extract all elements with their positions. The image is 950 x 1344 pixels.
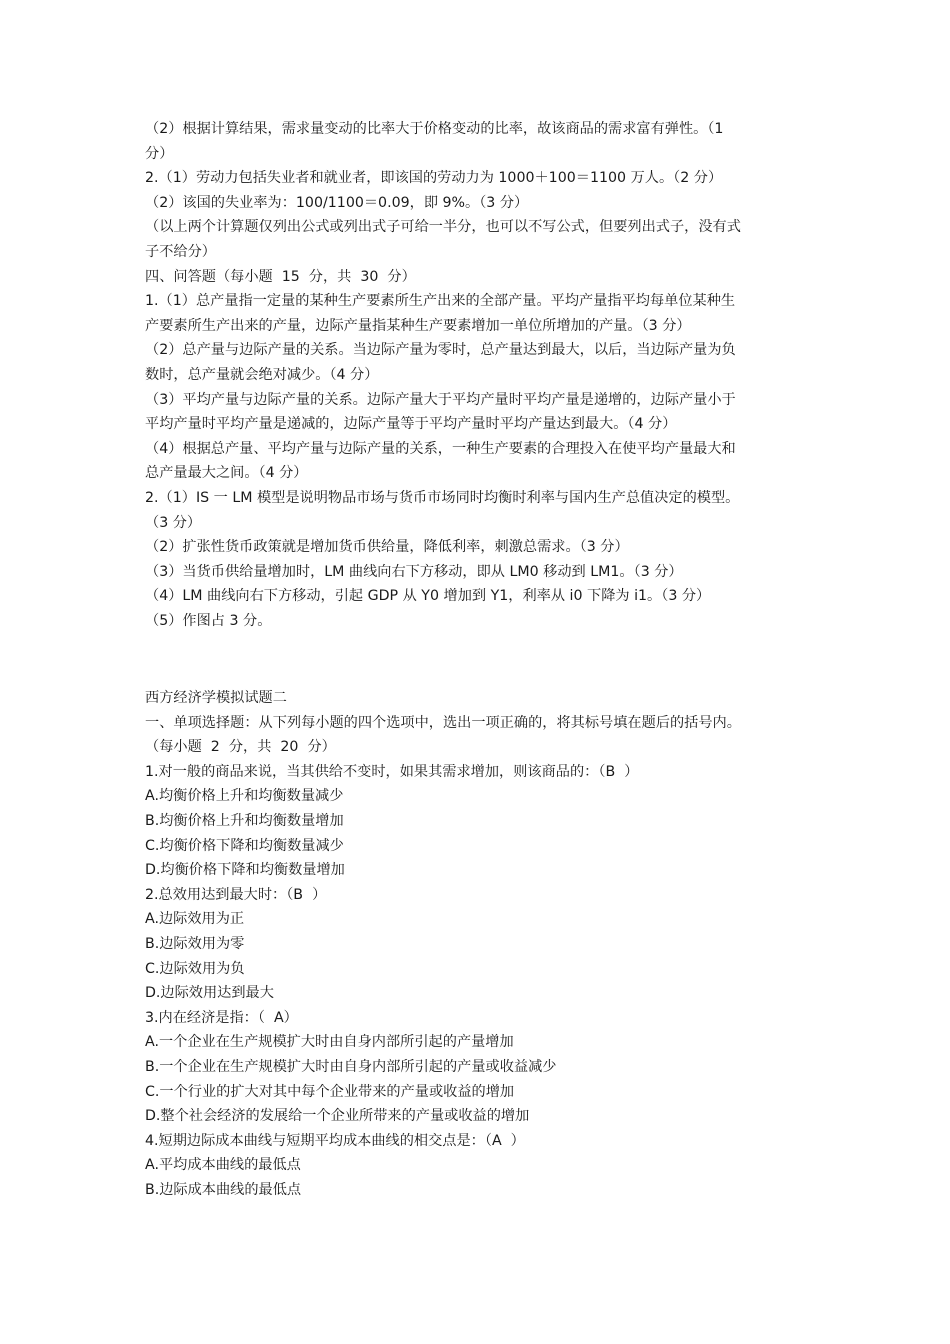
option-line: D.均衡价格下降和均衡数量增加 xyxy=(145,862,345,879)
answer-section xyxy=(145,117,810,633)
text-line: 2.（1）IS 一 LM 模型是说明物品市场与货币市场同时均衡时利率与国内生产总值决定的模型。 xyxy=(145,489,740,506)
text-line: 数时，总产量就会绝对减少。（4 分） xyxy=(145,366,379,383)
text-line: （5）作图占 3 分。 xyxy=(145,612,272,629)
text-line: （以上两个计算题仅列出公式或列出式子可给一半分，也可以不写公式，但要列出式子，没有式 xyxy=(145,219,741,236)
text-line: （4）根据总产量、平均产量与边际产量的关系，一种生产要素的合理投入在使平均产量最大和 xyxy=(145,440,736,457)
option-line: D.整个社会经济的发展给一个企业所带来的产量或收益的增加 xyxy=(145,1108,530,1125)
text-line: （2）扩张性货币政策就是增加货币供给量，降低利率，刺激总需求。（3 分） xyxy=(145,539,629,556)
option-line: A.均衡价格上升和均衡数量减少 xyxy=(145,788,344,805)
text-line: 总产量最大之间。（4 分） xyxy=(145,465,308,482)
text-line: （2）根据计算结果，需求量变动的比率大于价格变动的比率，故该商品的需求富有弹性。（1 xyxy=(145,121,724,137)
text-line: 子不给分） xyxy=(145,243,216,260)
text-line: （2）该国的失业率为：100/1100＝0.09，即 9%。（3 分） xyxy=(145,194,529,211)
text-line: （4）LM 曲线向右下方移动，引起 GDP 从 Y0 增加到 Y1，利率从 i0 下降为 i1。（3 分） xyxy=(145,588,711,605)
question-line: 2.总效用达到最大时：（B ） xyxy=(145,886,327,903)
option-line: B.边际成本曲线的最低点 xyxy=(145,1181,302,1198)
text-line: 2.（1）劳动力包括失业者和就业者，即该国的劳动力为 1000＋100＝1100 万人。（2 分） xyxy=(145,170,723,187)
option-line: B.边际效用为零 xyxy=(145,935,245,952)
option-line: A.平均成本曲线的最低点 xyxy=(145,1157,301,1174)
option-line: D.边际效用达到最大 xyxy=(145,985,274,1002)
text-line: （每小题 2 分，共 20 分） xyxy=(145,739,336,756)
option-line: C.均衡价格下降和均衡数量减少 xyxy=(145,837,344,854)
option-line: C.边际效用为负 xyxy=(145,960,245,977)
option-line: A.边际效用为正 xyxy=(145,911,245,928)
text-line: 平均产量时平均产量是递减的，边际产量等于平均产量时平均产量达到最大。（4 分） xyxy=(145,416,677,433)
text-line: 产要素所生产出来的产量，边际产量指某种生产要素增加一单位所增加的产量。（3 分） xyxy=(145,317,691,334)
text-line: （2）总产量与边际产量的关系。当边际产量为零时，总产量达到最大，以后，当边际产量为负 xyxy=(145,342,736,359)
question-line: 3.内在经济是指：（ A） xyxy=(145,1009,298,1026)
question-line: 1.对一般的商品来说，当其供给不变时，如果其需求增加，则该商品的：（B ） xyxy=(145,763,639,780)
section-heading: 四、问答题（每小题 15 分，共 30 分） xyxy=(145,268,416,285)
text-line: （3）平均产量与边际产量的关系。边际产量大于平均产量时平均产量是递增的，边际产量小于 xyxy=(145,391,736,408)
text-line: 1.（1）总产量指一定量的某种生产要素所生产出来的全部产量。平均产量指平均每单位某种生 xyxy=(145,293,736,310)
text-line: （3 分） xyxy=(145,514,202,531)
option-line: B.一个企业在生产规模扩大时由自身内部所引起的产量或收益减少 xyxy=(145,1058,557,1075)
text-line: 分） xyxy=(145,145,174,162)
question-line: 4.短期边际成本曲线与短期平均成本曲线的相交点是：（A ） xyxy=(145,1132,525,1149)
section-heading: 一、单项选择题：从下列每小题的四个选项中，选出一项正确的，将其标号填在题后的括号内。 xyxy=(145,714,741,731)
option-line: A.一个企业在生产规模扩大时由自身内部所引起的产量增加 xyxy=(145,1034,514,1051)
text-line: （3）当货币供给量增加时，LM 曲线向右下方移动，即从 LM0 移动到 LM1。（3 分） xyxy=(145,563,683,580)
option-line: B.均衡价格上升和均衡数量增加 xyxy=(145,812,344,829)
exam-title: 西方经济学模拟试题二 xyxy=(145,690,287,706)
option-line: C.一个行业的扩大对其中每个企业带来的产量或收益的增加 xyxy=(145,1083,515,1100)
exam-section xyxy=(145,686,810,1202)
